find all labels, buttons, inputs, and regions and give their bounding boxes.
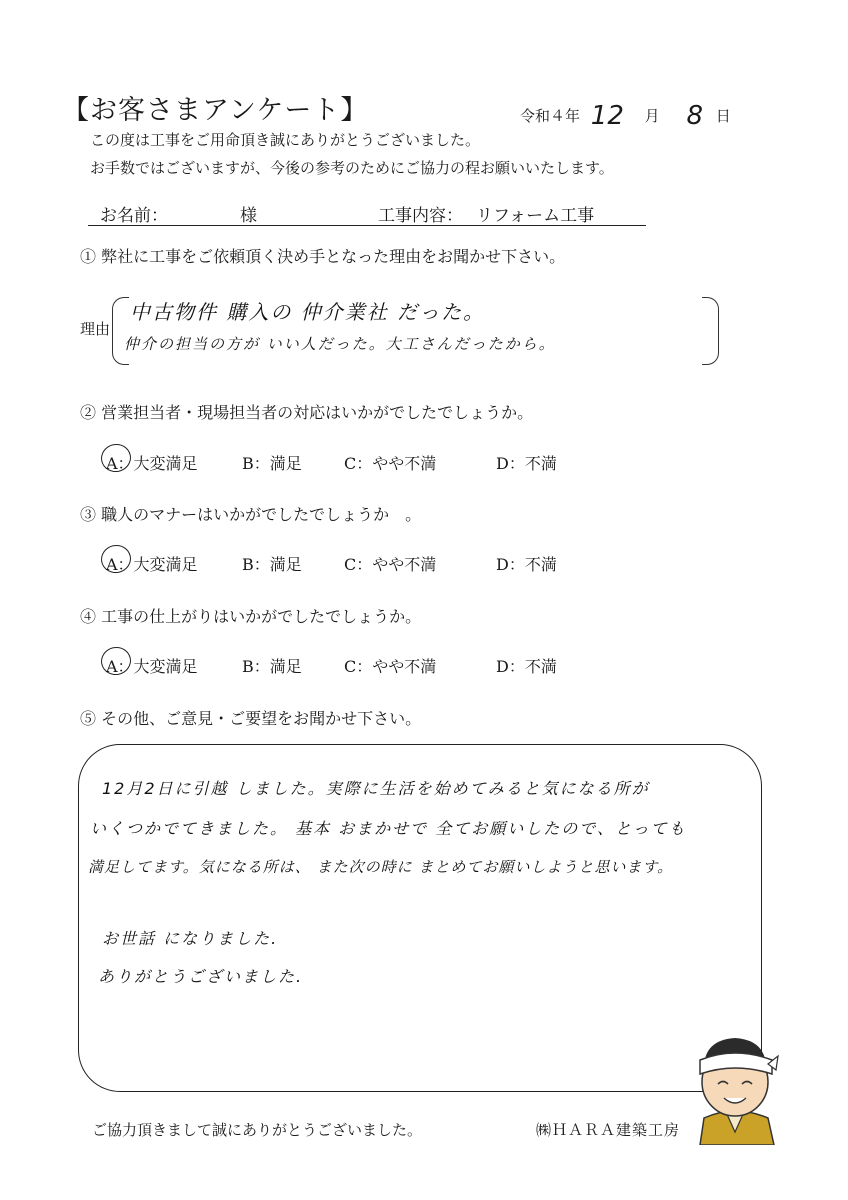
intro-line-2: お手数ではございますが、今後の参考のためにご協力の程お願いいたします。 [90,159,614,177]
question-2: ② 営業担当者・現場担当者の対応はいかがでしたでしょうか。 [80,403,534,422]
name-label: お名前： [100,206,168,226]
q4-option-b: B：満足 [242,657,302,676]
date-month-unit: 月 [644,107,660,125]
question-3: ③ 職人のマナーはいかがでしたでしょうか 。 [80,505,422,524]
q4-option-d: D：不満 [496,657,557,676]
question-4: ④ 工事の仕上がりはいかがでしたでしょうか。 [80,607,422,626]
q2-option-a: A：大変満足 [106,454,198,473]
comment-line-1: 12月2日に引越 しました。実際に生活を始めてみると気になる所が [102,779,650,798]
q4-option-c: C：やや不満 [344,657,437,676]
q3-option-d: D：不満 [496,555,557,574]
reason-bracket-left [112,297,129,365]
date-day: 8 [686,101,704,131]
q2-option-d: D：不満 [496,454,557,473]
work-value: リフォーム工事 [476,206,595,226]
intro-line-1: この度は工事をご用命頂き誠にありがとうございました。 [90,131,481,149]
reason-bracket-right [702,297,719,365]
q3-option-a: A：大変満足 [106,555,198,574]
comment-line-2: いくつかでてきました。 基本 おまかせで 全てお願いしたので、とっても [90,819,687,838]
q2-option-c: C：やや不満 [344,454,437,473]
q3-option-b: B：満足 [242,555,302,574]
comment-line-5: ありがとうございました. [98,967,304,986]
question-5: ⑤ その他、ご意見・ご要望をお聞かせ下さい。 [80,709,422,728]
reason-label: 理由 [80,320,111,338]
question-1: ① 弊社に工事をご依頼頂く決め手となった理由をお聞かせ下さい。 [80,247,566,266]
survey-title: 【お客さまアンケート】 [62,95,369,126]
company-name: ㈱ＨＡＲＡ建築工房 [536,1121,681,1139]
q2-option-b: B：満足 [242,454,302,473]
survey-date [520,98,731,131]
comment-line-4: お世話 になりました. [102,929,279,948]
date-month: 12 [590,101,624,131]
customer-info-row [88,201,646,226]
date-day-unit: 日 [715,107,731,125]
reason-answer-line-2: 仲介の担当の方が いい人だった。大工さんだったから。 [124,335,556,353]
carpenter-mascot-icon [690,1020,780,1145]
footer-thanks: ご協力頂きまして誠にありがとうございました。 [92,1121,423,1139]
comment-line-3: 満足してます。気になる所は、 また次の時に まとめてお願いしようと思います。 [88,858,674,876]
q4-option-a: A：大変満足 [106,657,198,676]
q3-option-c: C：やや不満 [344,555,437,574]
reason-answer-line-1: 中古物件 購入の 仲介業社 だった。 [130,300,486,324]
name-suffix: 様 [240,206,257,226]
work-label: 工事内容： [378,206,463,226]
date-era: 令和４年 [520,107,581,125]
